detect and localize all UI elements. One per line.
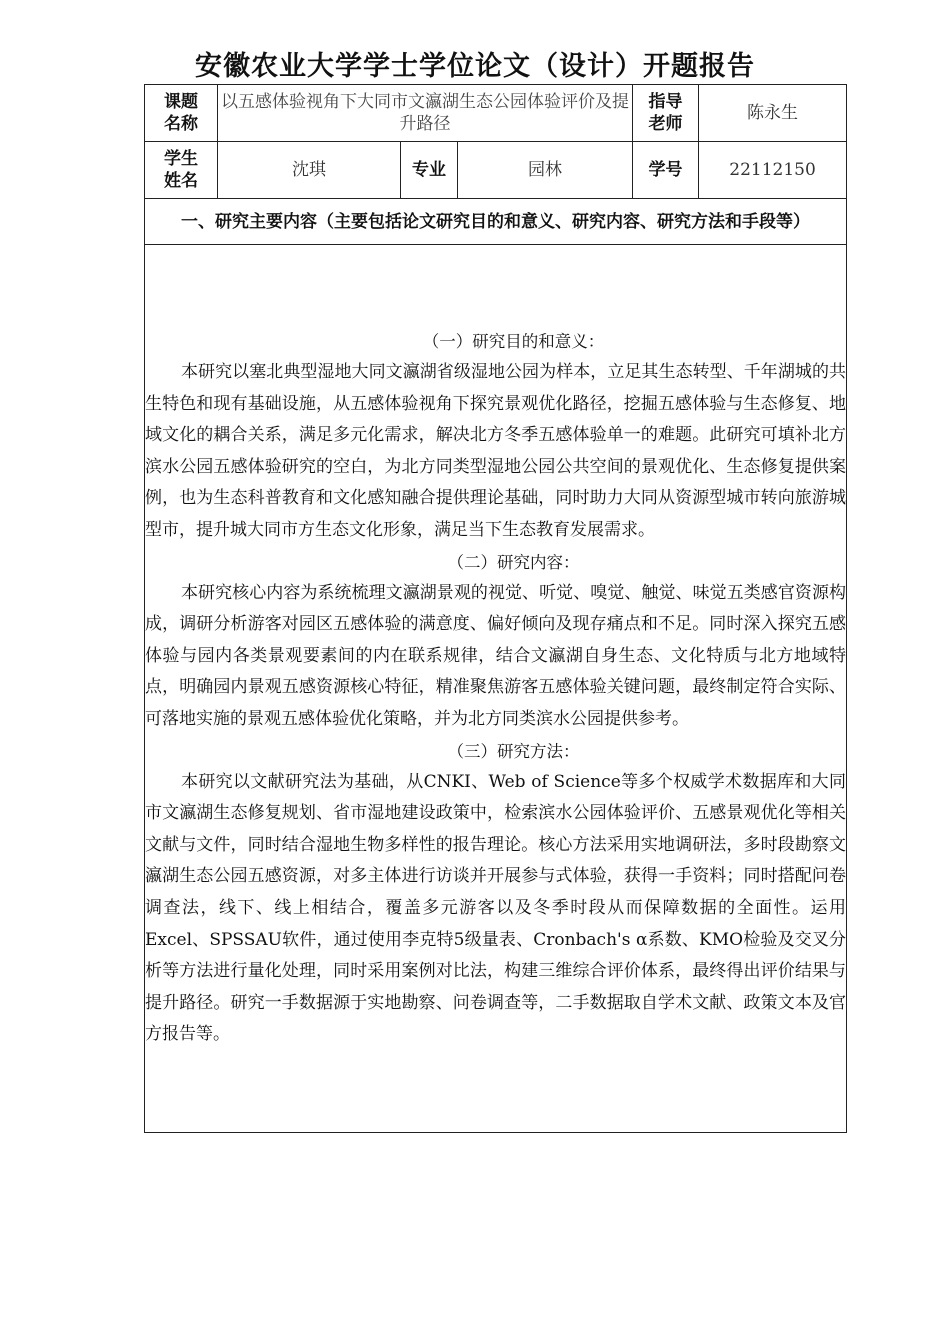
subsection-1-title: （一）研究目的和意义： — [422, 332, 605, 352]
section-heading: 一、研究主要内容（主要包括论文研究目的和意义、研究内容、研究方法和手段等） — [145, 199, 847, 245]
advisor-label: 指导 老师 — [633, 85, 699, 142]
student-row — [145, 142, 847, 199]
student-id-value: 22112150 — [699, 142, 847, 199]
major-label: 专业 — [401, 142, 458, 199]
document-title: 安徽农业大学学士学位论文（设计）开题报告 — [195, 51, 755, 82]
subsection-1-text: 本研究以塞北典型湿地大同文瀛湖省级湿地公园为样本，立足其生态转型、千年湖城的共生特色和现有基础设施，从五感体验视角下探究景观优化路径，挖掘五感体验与生态修复、地域文化的耦合关系，满足多元化需求，解决北方冬季五感体验单一的难题。此研究可填补北方滨水公园五感体验研究的空白，为北方同类型湿地公园公共空间的景观优化、生态修复提供案例，也为生态科普教育和文化感知融合提供理论基础，同时助力大同从资源型城市转向旅游城型市，提升城大同市方生态文化形象，满足当下生态教育发展需求。 — [145, 362, 847, 541]
subsection-2-title: （二）研究内容： — [447, 552, 580, 572]
subsection-2-text: 本研究核心内容为系统梳理文瀛湖景观的视觉、听觉、嗅觉、触觉、味觉五类感官资源构成，调研分析游客对园区五感体验的满意度、偏好倾向及现存痛点和不足。同时深入探究五感体验与园内各类景观要素间的内在联系规律，结合文瀛湖自身生态、文化特质与北方地域特点，明确园内景观五感资源核心特征，精准聚焦游客五感体验关键问题，最终制定符合实际、可落地实施的景观五感体验优化策略，并为北方同类滨水公园提供参考。 — [145, 582, 847, 729]
student-id-label: 学号 — [633, 142, 699, 199]
proposal-form-table — [144, 84, 847, 1133]
content-cell — [145, 245, 847, 1133]
topic-label: 课题 名称 — [145, 85, 218, 142]
student-value: 沈琪 — [218, 142, 401, 199]
student-label: 学生 姓名 — [145, 142, 218, 199]
topic-value: 以五感体验视角下大同市文瀛湖生态公园体验评价及提升路径 — [218, 85, 633, 142]
section-heading-row — [145, 199, 847, 245]
subsection-3-text: 本研究以文献研究法为基础，从CNKI、Web of Science等多个权威学术数据库和大同市文瀛湖生态修复规划、省市湿地建设政策中，检索滨水公园体验评价、五感景观优化等相关文献与文件，同时结合湿地生物多样性的报告理论。核心方法采用实地调研法，多时段勘察文瀛湖生态公园五感资源，对多主体进行访谈并开展参与式体验，获得一手资料；同时搭配问卷调查法，线下、线上相结合，覆盖多元游客以及冬季时段从而保障数据的全面性。运用Excel、SPSSAU软件，通过使用李克特5级量表、Cronbach's α系数、KMO检验及交叉分析等方法进行量化处理，同时采用案例对比法，构建三维综合评价体系，最终得出评价结果与提升路径。研究一手数据源于实地勘察、问卷调查等，二手数据取自学术文献、政策文本及官方报告等。 — [145, 771, 847, 1045]
content-row — [145, 245, 847, 1133]
topic-row — [145, 85, 847, 142]
subsection-3-title: （三）研究方法： — [447, 741, 580, 761]
major-value: 园林 — [458, 142, 633, 199]
advisor-value: 陈永生 — [699, 85, 847, 142]
